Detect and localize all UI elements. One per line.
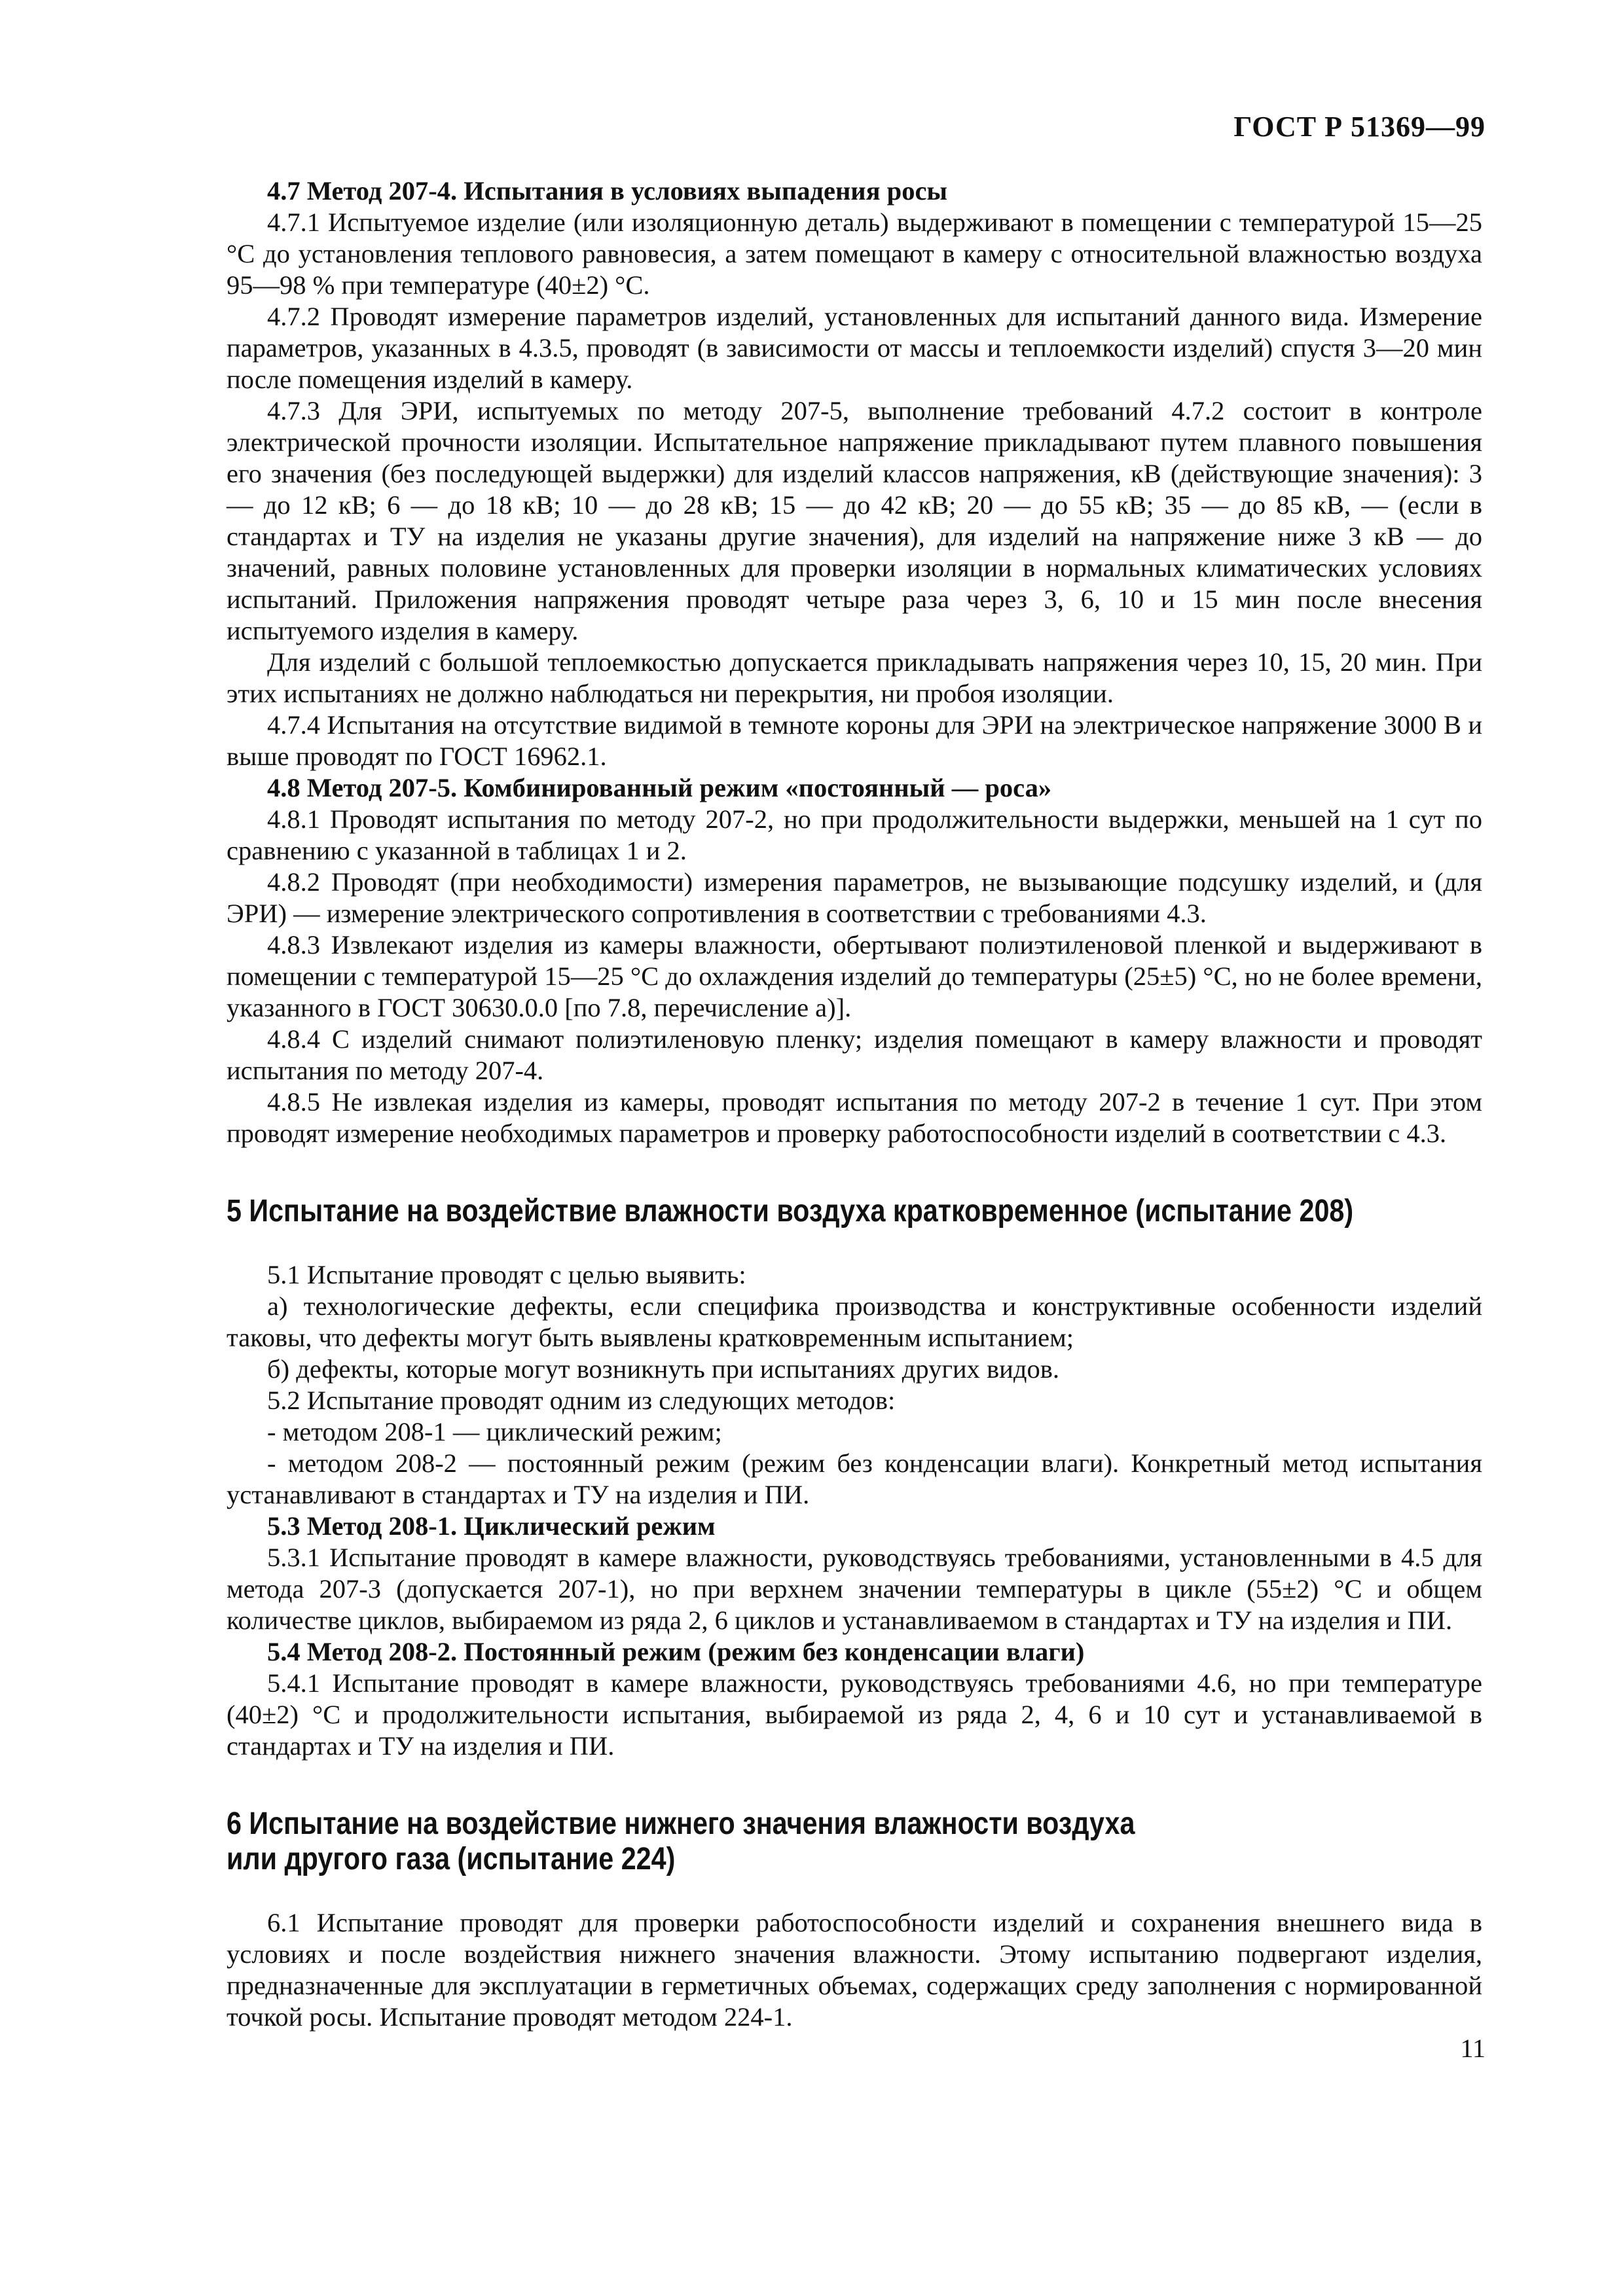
heading-section-6 <box>227 1806 1306 1877</box>
para-4-7-1: 4.7.1 Испытуемое изделие (или изоляционную деталь) выдерживают в помещении с температурой 15—25 °С до установления теплового равновесия, а затем помещают в камеру с относительной влажностью воздуха 95—98 % при температуре (40±2) °С. <box>227 207 1482 300</box>
para-5-1-a: а) технологические дефекты, если специфика производства и конструктивные особенности изделий таковы, что дефекты могут быть выявлены кратковременным испытанием; <box>227 1291 1482 1352</box>
heading-section-6-line1: 6 Испытание на воздействие нижнего значения влажности воздуха <box>227 1806 1135 1841</box>
para-5-1-b: б) дефекты, которые могут возникнуть при испытаниях других видов. <box>267 1354 1059 1384</box>
para-4-8-5: 4.8.5 Не извлекая изделия из камеры, проводят испытания по методу 207-2 в течение 1 сут. При этом проводят измерение необходимых параметров и проверку работоспособности изделий в соответствии с 4.3. <box>227 1087 1482 1148</box>
para-4-7-4: 4.7.4 Испытания на отсутствие видимой в темноте короны для ЭРИ на электрическое напряжение 3000 В и выше проводят по ГОСТ 16962.1. <box>227 710 1482 771</box>
para-4-8-1: 4.8.1 Проводят испытания по методу 207-2, но при продолжительности выдержки, меньшей на 1 сут по сравнению с указанной в таблицах 1 и 2. <box>227 804 1482 865</box>
para-6-1: 6.1 Испытание проводят для проверки работоспособности изделий и сохранения внешнего вида в условиях и после воздействия нижнего значения влажности. Этому испытанию подвергают изделия, предназначенные для эксплуатации в герметичных объемах, содержащих среду заполнения с нормированной точкой росы. Испытание проводят методом 224-1. <box>227 1908 1482 2032</box>
heading-4-7: 4.7 Метод 207-4. Испытания в условиях выпадения росы <box>267 176 948 206</box>
para-5-1: 5.1 Испытание проводят с целью выявить: <box>267 1260 746 1289</box>
para-4-7-3-cont: Для изделий с большой теплоемкостью допускается прикладывать напряжения через 10, 15, 20 мин. При этих испытаниях не должно наблюдаться ни перекрытия, ни пробоя изоляции. <box>227 647 1482 708</box>
para-4-8-2: 4.8.2 Проводят (при необходимости) измерения параметров, не вызывающие подсушку изделий, и (для ЭРИ) — измерение электрического сопротивления в соответствии с требованиями 4.3. <box>227 867 1482 928</box>
para-4-8-4: 4.8.4 С изделий снимают полиэтиленовую пленку; изделия помещают в камеру влажности и проводят испытания по методу 207-4. <box>227 1024 1482 1085</box>
heading-5-3: 5.3 Метод 208-1. Циклический режим <box>267 1511 716 1541</box>
page-number: 11 <box>1460 2034 1486 2063</box>
para-5-4-1: 5.4.1 Испытание проводят в камере влажности, руководствуясь требованиями 4.6, но при температуре (40±2) °С и продолжительности испытания, выбираемой из ряда 2, 4, 6 и 10 сут и устанавливаемой в стандартах и ТУ на изделия и ПИ. <box>227 1668 1482 1761</box>
heading-section-5: 5 Испытание на воздействие влажности воздуха кратковременное (испытание 208) <box>227 1194 1354 1229</box>
heading-section-6-line2: или другого газа (испытание 224) <box>227 1842 676 1876</box>
para-5-2-b: - методом 208-2 — постоянный режим (режим без конденсации влаги). Конкретный метод испытания устанавливают в стандартах и ТУ на изделия и ПИ. <box>227 1448 1482 1509</box>
page-content <box>227 175 1482 2033</box>
doc-code-header: ГОСТ Р 51369—99 <box>1233 111 1486 143</box>
heading-4-8: 4.8 Метод 207-5. Комбинированный режим «постоянный — роса» <box>267 773 1052 802</box>
para-5-2-a: - методом 208-1 — циклический режим; <box>267 1417 722 1446</box>
para-4-7-2: 4.7.2 Проводят измерение параметров изделий, установленных для испытаний данного вида. Измерение параметров, указанных в 4.3.5, проводят (в зависимости от массы и теплоемкости изделий) спустя 3—20 мин после помещения изделий в камеру. <box>227 302 1482 394</box>
para-4-7-3: 4.7.3 Для ЭРИ, испытуемых по методу 207-5, выполнение требований 4.7.2 состоит в контроле электрической прочности изоляции. Испытательное напряжение прикладывают путем плавного повышения его значения (без последующей выдержки) для изделий классов напряжения, кВ (действующие значения): 3 — до 12 кВ; 6 — до 18 кВ; 10 — до 28 кВ; 15 — до 42 кВ; 20 — до 55 кВ; 35 — до 85 кВ, — (если в стандартах и ТУ на изделия не указаны другие значения), для изделий на напряжение ниже 3 кВ — до значений, равных половине установленных для проверки изоляции в нормальных климатических условиях испытаний. Приложения напряжения проводят четыре раза через 3, 6, 10 и 15 мин после внесения испытуемого изделия в камеру. <box>227 396 1482 645</box>
para-4-8-3: 4.8.3 Извлекают изделия из камеры влажности, обертывают полиэтиленовой пленкой и выдерживают в помещении с температурой 15—25 °С до охлаждения изделий до температуры (25±5) °С, но не более времени, указанного в ГОСТ 30630.0.0 [по 7.8, перечисление а)]. <box>227 930 1482 1022</box>
para-5-3-1: 5.3.1 Испытание проводят в камере влажности, руководствуясь требованиями, установленными в 4.5 для метода 207-3 (допускается 207-1), но при верхнем значении температуры в цикле (55±2) °С и общем количестве циклов, выбираемом из ряда 2, 6 циклов и устанавливаемом в стандартах и ТУ на изделия и ПИ. <box>227 1543 1482 1635</box>
para-5-2: 5.2 Испытание проводят одним из следующих методов: <box>267 1386 896 1415</box>
heading-5-4: 5.4 Метод 208-2. Постоянный режим (режим без конденсации влаги) <box>267 1637 1085 1666</box>
